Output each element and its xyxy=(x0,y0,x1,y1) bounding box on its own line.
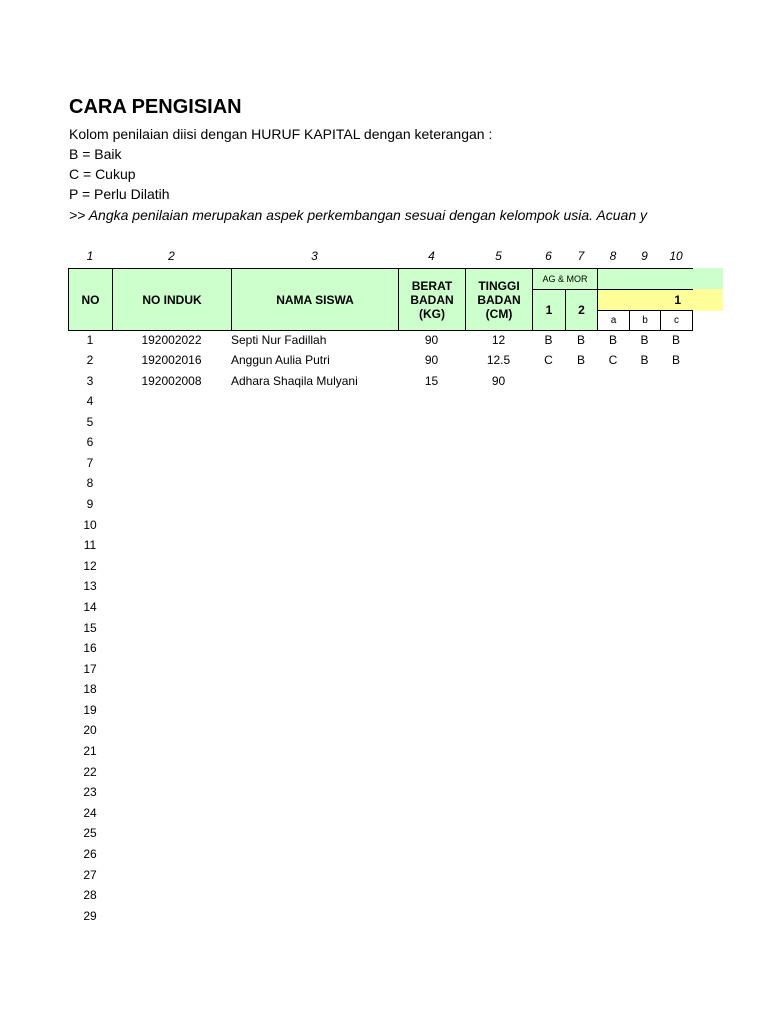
row-number: 6 xyxy=(86,435,94,449)
cell-no: 3 xyxy=(86,374,94,388)
cell-score: B xyxy=(640,333,649,347)
cell-berat: 15 xyxy=(424,374,439,388)
cell-tinggi: 12.5 xyxy=(486,353,511,367)
column-number: 5 xyxy=(495,249,502,263)
row-number: 18 xyxy=(83,682,97,696)
row-number: 9 xyxy=(86,497,94,511)
header-no: NO xyxy=(68,268,113,331)
row-number: 26 xyxy=(83,847,97,861)
row-number: 7 xyxy=(86,456,94,470)
instruction-note: >> Angka penilaian merupakan aspek perkembangan sesuai dengan kelompok usia. Acuan y xyxy=(69,207,648,223)
row-number: 15 xyxy=(83,621,97,635)
cell-tinggi: 90 xyxy=(491,374,506,388)
row-number: 14 xyxy=(83,600,97,614)
row-number: 19 xyxy=(83,703,97,717)
row-number: 12 xyxy=(83,559,97,573)
cell-no: 2 xyxy=(86,353,94,367)
cell-score: B xyxy=(608,333,617,347)
column-number: 10 xyxy=(669,249,683,263)
cell-nama: Anggun Aulia Putri xyxy=(231,353,330,367)
row-number: 5 xyxy=(86,415,94,429)
cell-nama: Adhara Shaqila Mulyani xyxy=(231,374,358,388)
cell-no-induk: 192002016 xyxy=(141,353,202,367)
column-number: 2 xyxy=(168,249,175,263)
column-number: 3 xyxy=(311,249,318,263)
header-sub-c: c xyxy=(660,310,693,331)
instruction-line: Kolom penilaian diisi dengan HURUF KAPITAL dengan keterangan : xyxy=(69,126,493,142)
row-number: 24 xyxy=(83,806,97,820)
cell-score: B xyxy=(576,353,585,367)
column-number: 4 xyxy=(428,249,435,263)
cell-berat: 90 xyxy=(424,333,439,347)
header-berat-badan: BERAT BADAN (KG) xyxy=(398,268,466,331)
cell-no: 1 xyxy=(86,333,94,347)
cell-score: C xyxy=(544,353,553,367)
cell-score: B xyxy=(671,333,680,347)
page-title: CARA PENGISIAN xyxy=(69,96,242,118)
row-number: 29 xyxy=(83,909,97,923)
header-yellow-overflow xyxy=(693,289,723,311)
cell-no-induk: 192002022 xyxy=(141,333,202,347)
row-number: 25 xyxy=(83,826,97,840)
header-ag-mor: AG & MOR xyxy=(532,268,598,290)
header-tinggi-badan: TINGGI BADAN (CM) xyxy=(465,268,533,331)
row-number: 4 xyxy=(86,394,94,408)
row-number: 13 xyxy=(83,579,97,593)
header-nama-siswa: NAMA SISWA xyxy=(231,268,399,331)
header-green-overflow xyxy=(693,268,723,290)
header-group-blank xyxy=(597,268,693,290)
cell-berat: 90 xyxy=(424,353,439,367)
row-number: 21 xyxy=(83,744,97,758)
row-number: 28 xyxy=(83,888,97,902)
row-number: 10 xyxy=(83,518,97,532)
header-group-1: 1 xyxy=(597,289,693,311)
cell-score: B xyxy=(544,333,553,347)
cell-tinggi: 12 xyxy=(491,333,506,347)
row-number: 17 xyxy=(83,662,97,676)
header-sub-1: 1 xyxy=(532,289,566,331)
column-number: 9 xyxy=(641,249,648,263)
row-number: 16 xyxy=(83,641,97,655)
row-number: 11 xyxy=(83,538,97,552)
cell-nama: Septi Nur Fadillah xyxy=(231,333,327,347)
header-no-induk: NO INDUK xyxy=(112,268,232,331)
cell-score: B xyxy=(576,333,585,347)
legend-cukup: C = Cukup xyxy=(69,166,136,182)
row-number: 20 xyxy=(83,723,97,737)
column-number: 1 xyxy=(86,249,94,263)
legend-perlu-dilatih: P = Perlu Dilatih xyxy=(69,186,170,202)
column-number: 7 xyxy=(577,249,585,263)
legend-baik: B = Baik xyxy=(69,146,122,162)
cell-no-induk: 192002008 xyxy=(141,374,202,388)
column-number: 6 xyxy=(545,249,552,263)
row-number: 8 xyxy=(86,476,94,490)
cell-score: B xyxy=(640,353,649,367)
row-number: 23 xyxy=(83,785,97,799)
column-number: 8 xyxy=(609,249,617,263)
header-sub-a: a xyxy=(597,310,630,331)
header-sub-2: 2 xyxy=(565,289,598,331)
row-number: 27 xyxy=(83,868,97,882)
cell-score: C xyxy=(608,353,618,367)
row-number: 22 xyxy=(83,765,97,779)
header-sub-b: b xyxy=(629,310,661,331)
cell-score: B xyxy=(671,353,680,367)
